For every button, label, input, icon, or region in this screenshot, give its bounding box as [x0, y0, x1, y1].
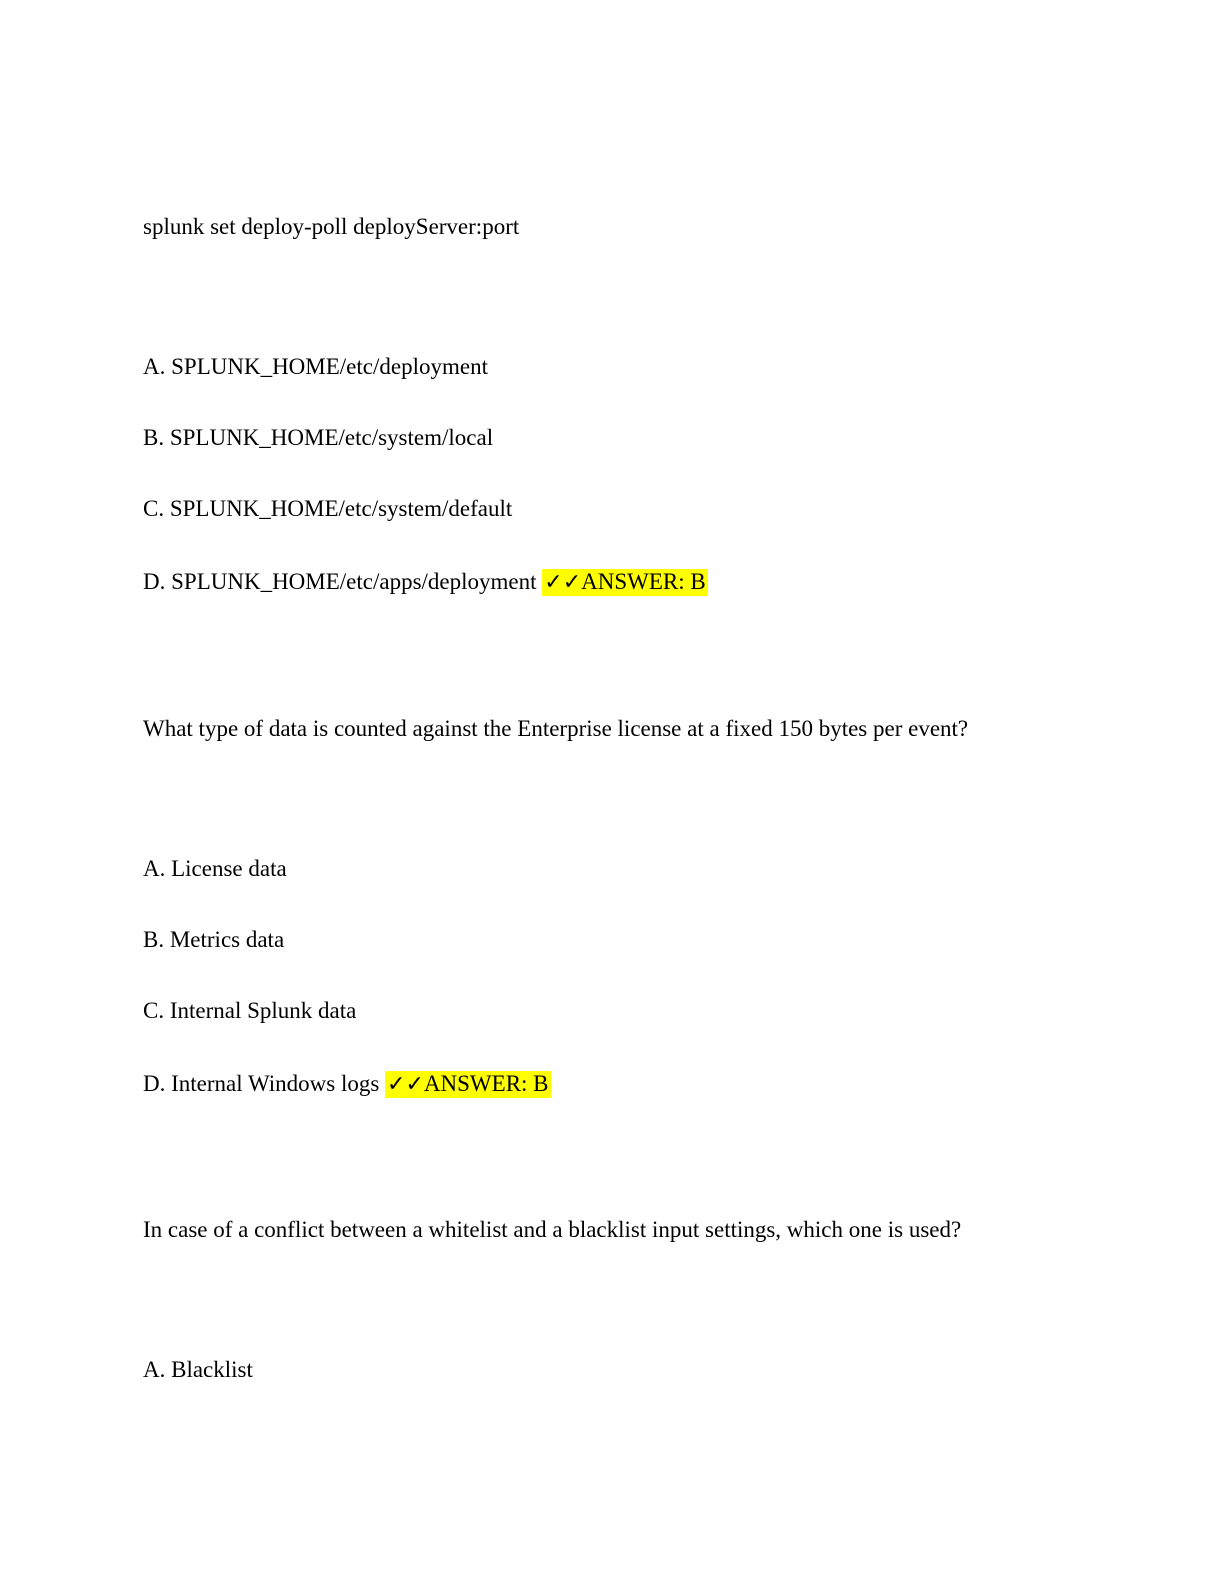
q2-answer-highlight [385, 1071, 550, 1098]
q3-question: In case of a conflict between a whitelist and a blacklist input settings, which one is used? [143, 1217, 962, 1242]
q1-option-d: D. SPLUNK_HOME/etc/apps/deployment [143, 569, 537, 594]
q3-option-a: A. Blacklist [143, 1357, 253, 1382]
q2-option-b: B. Metrics data [143, 927, 285, 952]
q2-option-d: D. Internal Windows logs [143, 1071, 380, 1096]
q2-answer: ANSWER: B [423, 1071, 549, 1096]
q1-option-a: A. SPLUNK_HOME/etc/deployment [143, 354, 488, 379]
q2-option-c: C. Internal Splunk data [143, 998, 357, 1023]
q2-question: What type of data is counted against the Enterprise license at a fixed 150 bytes per event? [143, 716, 969, 741]
q2-option-a: A. License data [143, 856, 287, 881]
q1-answer: ANSWER: B [581, 569, 706, 594]
q1-option-b: B. SPLUNK_HOME/etc/system/local [143, 425, 494, 450]
command-text: splunk set deploy-poll deployServer:port [143, 214, 520, 239]
q1-option-c: C. SPLUNK_HOME/etc/system/default [143, 496, 513, 521]
checkmark-icon: ✓✓ [387, 1072, 424, 1097]
q1-answer-highlight [542, 569, 707, 596]
q2-option-d-line [143, 1070, 551, 1099]
q1-option-d-line [143, 568, 708, 597]
checkmark-icon: ✓✓ [544, 570, 582, 595]
